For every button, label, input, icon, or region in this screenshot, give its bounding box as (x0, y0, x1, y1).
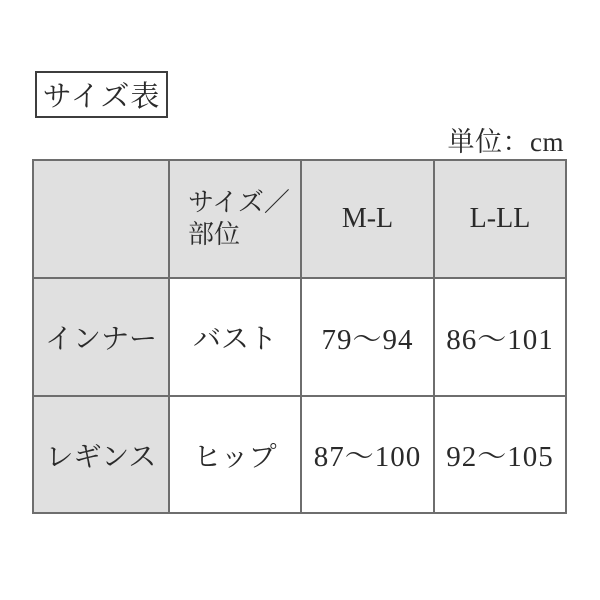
unit-label: 単位：cm (447, 127, 564, 157)
table-row-inner (33, 278, 566, 396)
row-leggings-value-m-l: 87〜100 (301, 396, 434, 513)
table-row-leggings (33, 396, 566, 513)
header-size-part-cell (169, 160, 301, 278)
header-size-part-line1: サイズ／ (188, 187, 290, 217)
header-size-part-line2: 部位 (188, 220, 241, 249)
row-inner-value-m-l: 79〜94 (301, 278, 434, 396)
row-inner-value-l-ll: 86〜101 (434, 278, 566, 396)
header-corner-cell (33, 160, 169, 278)
page-title-box (35, 71, 168, 118)
header-col-l-ll: L-LL (434, 160, 566, 278)
header-size-part-lines (188, 187, 300, 252)
row-leggings-part: ヒップ (169, 396, 301, 513)
page-title: サイズ表 (42, 81, 161, 113)
row-leggings-category: レギンス (33, 396, 169, 513)
row-leggings-value-l-ll: 92〜105 (434, 396, 566, 513)
header-col-m-l: M-L (301, 160, 434, 278)
row-inner-part: バスト (169, 278, 301, 396)
size-table (32, 159, 567, 514)
row-inner-category: インナー (33, 278, 169, 396)
table-header-row (33, 160, 566, 278)
